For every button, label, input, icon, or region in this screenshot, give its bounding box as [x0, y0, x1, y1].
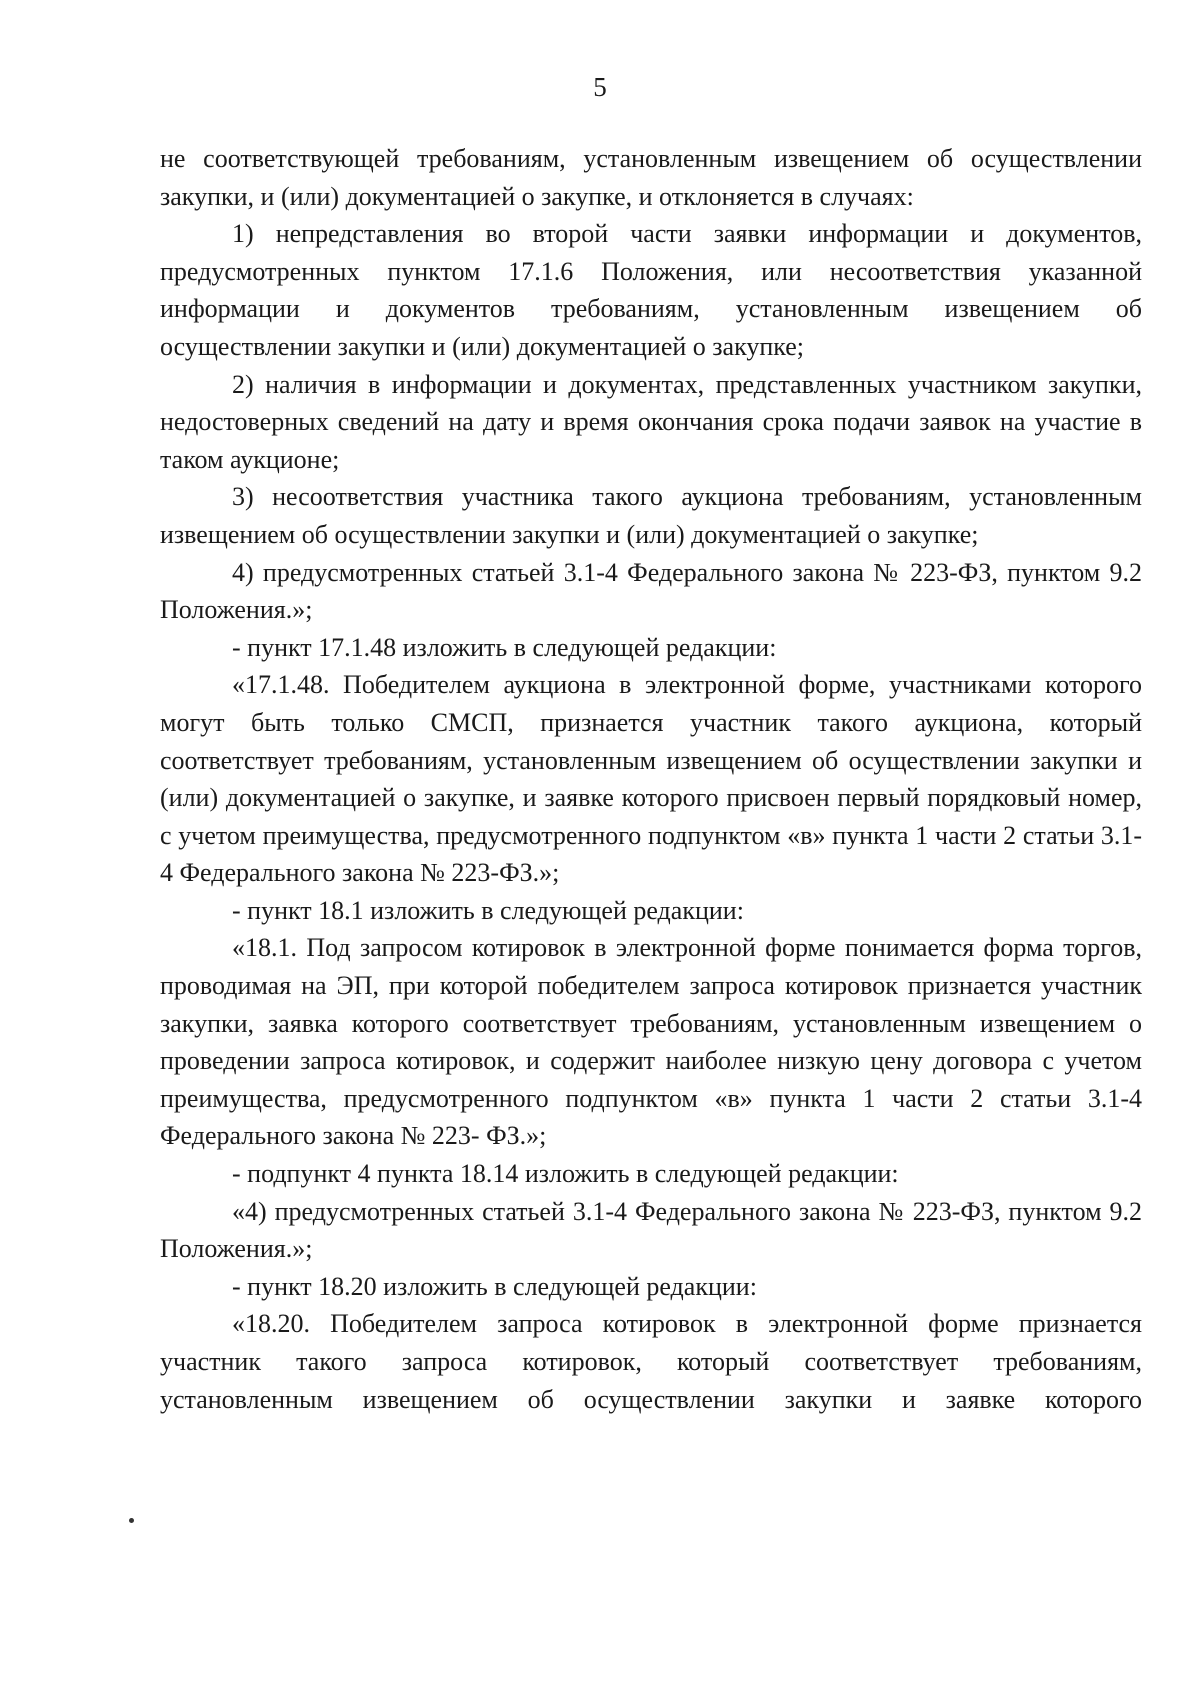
- paragraph-18-14-text: «4) предусмотренных статьей 3.1-4 Федерального закона № 223-ФЗ, пунктом 9.2 Положения.»;: [160, 1196, 1142, 1264]
- paragraph-continuation: не соответствующей требованиям, установленным извещением об осуществлении закупки, и (или) документацией о закупке, и отклоняется в случаях:: [160, 144, 1142, 211]
- document-body: [160, 140, 1142, 1418]
- paragraph-item-4: 4) предусмотренных статьей 3.1-4 Федерального закона № 223-ФЗ, пунктом 9.2 Положения.»;: [160, 557, 1142, 625]
- paragraph-amend-18-1: - пункт 18.1 изложить в следующей редакции:: [232, 895, 744, 925]
- paragraph-item-2: 2) наличия в информации и документах, представленных участником закупки, недостоверных сведений на дату и время окончания срока подачи заявок на участие в таком аукционе;: [160, 369, 1142, 474]
- paragraph-amend-18-14: - подпункт 4 пункта 18.14 изложить в следующей редакции:: [232, 1159, 899, 1189]
- paragraph-item-3: 3) несоответствия участника такого аукциона требованиям, установленным извещением об осуществлении закупки и (или) документацией о закупке;: [160, 482, 1142, 549]
- paragraph-amend-18-20: - пункт 18.20 изложить в следующей редакции:: [232, 1271, 757, 1301]
- paragraph-18-1-text: «18.1. Под запросом котировок в электронной форме понимается форма торгов, проводимая на ЭП, при которой победителем запроса котировок признается участник закупки, заявка которого соответствует требованиям, установленным извещением о проведении запроса котировок, и содержит наиболее низкую цену договора с учетом преимущества, предусмотренного подпунктом «в» пункта 1 части 2 статьи 3.1-4 Федерального закона № 223- ФЗ.»;: [160, 933, 1142, 1151]
- paragraph-17-1-48-text: «17.1.48. Победителем аукциона в электронной форме, участниками которого могут быть только СМСП, признается участник такого аукциона, который соответствует требованиям, установленным извещением об осуществлении закупки и (или) документацией о закупке, и заявке которого присвоен первый порядковый номер, с учетом преимущества, предусмотренного подпунктом «в» пункта 1 части 2 статьи 3.1-4 Федерального закона № 223-ФЗ.»;: [160, 670, 1142, 888]
- paragraph-18-20-text: «18.20. Победителем запроса котировок в электронной форме признается участник такого запроса котировок, который соответствует требованиям, установленным извещением об осуществлении закупки и заявке которого: [160, 1309, 1142, 1414]
- paragraph-amend-17-1-48: - пункт 17.1.48 изложить в следующей редакции:: [232, 632, 777, 662]
- paragraph-item-1: 1) непредставления во второй части заявки информации и документов, предусмотренных пунктом 17.1.6 Положения, или несоответствия указанной информации и документов требованиям, установленным извещением об осуществлении закупки и (или) документацией о закупке;: [160, 219, 1142, 361]
- scan-speck: [129, 1518, 134, 1523]
- page-number: 5: [593, 72, 607, 102]
